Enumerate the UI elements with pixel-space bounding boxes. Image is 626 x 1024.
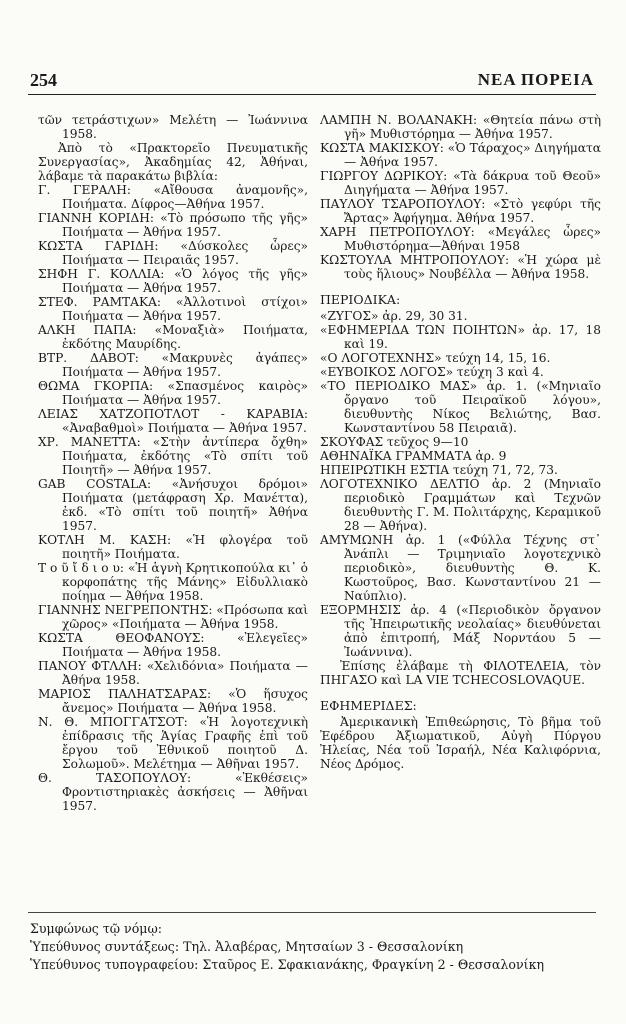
list-entry: ΚΩΣΤΑ ΘΕΟΦΑΝΟΥΣ: «Ἐλεγεῖες» Ποιήματα — Ἀθήνα 1958. <box>38 631 308 659</box>
list-entry: «ΕΥΒΟΙΚΟΣ ΛΟΓΟΣ» τεύχη 3 καὶ 4. <box>320 365 544 379</box>
header-rule <box>28 94 596 95</box>
footer-rule <box>28 912 596 913</box>
list-entry: «ΤΟ ΠΕΡΙΟΔΙΚΟ ΜΑΣ» ἀρ. 1. («Μηνιαῖο ὄργανο τοῦ Πειραϊκοῦ λόγου», διευθυντὴς Νίκος Βελιώτης, Βασ. Κωνσταντίνου 58 Πειραιᾶ). <box>320 379 601 435</box>
list-entry: ΚΩΣΤΑ ΓΑΡΙΔΗ: «Δύσκολες ὧρες» Ποιήματα — Πειραιᾶς 1957. <box>38 239 308 267</box>
list-entry: Ἀπὸ τὸ «Πρακτορεῖο Πνευματικῆς Συνεργασίας», Ἀκαδημίας 42, Ἀθήναι, λάβαμε τὰ παρακάτω βιβλία: <box>38 141 308 183</box>
list-entry: «ΕΦΗΜΕΡΙΔΑ ΤΩΝ ΠΟΙΗΤΩΝ» ἀρ. 17, 18 καὶ 19. <box>320 323 601 351</box>
list-entry: Ν. Θ. ΜΠΟΓΓΑΤΣΟΤ: «Ἡ λογοτεχνικὴ ἐπίδρασις τῆς Ἁγίας Γραφῆς ἐπὶ τοῦ ἔργου τοῦ Ἐθνικοῦ ποιητοῦ Δ. Σολωμοῦ». Μελέτημα — Ἀθῆναι 1957. <box>38 715 308 771</box>
list-entry: ΛΑΜΠΗ Ν. ΒΟΛΑΝΑΚΗ: «Θητεία πάνω στὴ γῆ» Μυθιστόρημα — Ἀθήνα 1957. <box>320 113 601 141</box>
list-entry: ΓΙΑΝΝΗ ΚΟΡΙΔΗ: «Τὸ πρόσωπο τῆς γῆς» Ποιήματα — Ἀθήνα 1957. <box>38 211 308 239</box>
footer-editor-line: Ὑπεύθυνος συντάξεως: Τηλ. Ἀλαβέρας, Μητσαίων 3 - Θεσσαλονίκη <box>30 939 464 954</box>
section-heading: ΠΕΡΙΟΔΙΚΑ: <box>320 292 401 307</box>
footer-legal-line: Συμφώνως τῷ νόμῳ: <box>30 921 162 936</box>
list-entry: ΓΙΑΝΝΗΣ ΝΕΓΡΕΠΟΝΤΗΣ: «Πρόσωπα καὶ χῶρος» «Ποιήματα — Ἀθήνα 1958. <box>38 603 308 631</box>
list-entry: ΒΤΡ. ΔΑΒΟΤ: «Μακρυνὲς ἀγάπες» Ποιήματα — Ἀθήνα 1957. <box>38 351 308 379</box>
list-entry: ΜΑΡΙΟΣ ΠΑΛΗΑΤΣΑΡΑΣ: «Ὁ ἥσυχος ἄνεμος» Ποιήματα — Ἀθήνα 1958. <box>38 687 308 715</box>
list-entry: ΑΘΗΝΑΪΚΑ ΓΡΑΜΜΑΤΑ ἀρ. 9 <box>320 449 507 463</box>
list-entry: «Ο ΛΟΓΟΤΕΧΝΗΣ» τεύχη 14, 15, 16. <box>320 351 551 365</box>
left-column <box>38 113 308 813</box>
page-number: 254 <box>30 70 57 90</box>
list-entry: ΚΟΤΛΗ Μ. ΚΑΣΗ: «Ἡ φλογέρα τοῦ ποιητῆ» Ποιήματα. <box>38 533 308 561</box>
list-entry: GAB COSTALA: «Ἀνήσυχοι δρόμοι» Ποιήματα (μετάφραση Χρ. Μανέττα), ἐκδ. «Τὸ σπίτι τοῦ ποιητῆ» Ἀθήνα 1957. <box>38 477 308 533</box>
list-entry: ΑΜΥΜΩΝΗ ἀρ. 1 («Φύλλα Τέχνης στ᾽ Ἀνάπλι — Τριμηνιαῖο λογοτεχνικὸ περιοδικὸ», διευθυντὴς Θ. Κ. Κωστοῦρος, Βασ. Κωνσταντίνου 21 — Ναύπλιο). <box>320 533 601 603</box>
list-entry: ΑΛΚΗ ΠΑΠΑ: «Μοναξιὰ» Ποιήματα, ἐκδότης Μαυρίδης. <box>38 323 308 351</box>
journal-title: ΝΕΑ ΠΟΡΕΙΑ <box>477 70 594 89</box>
list-entry: ΚΩΣΤΑ ΜΑΚΙΣΚΟΥ: «Ὁ Τάραχος» Διηγήματα — Ἀθήνα 1957. <box>320 141 601 169</box>
page-header <box>30 68 594 94</box>
list-entry: ΣΤΕΦ. ΡΑΜΤΑΚΑ: «Ἀλλοτινοὶ στίχοι» Ποιήματα — Ἀθήνα 1957. <box>38 295 308 323</box>
list-entry: ΧΡ. ΜΑΝΕΤΤΑ: «Στὴν ἀντίπερα ὄχθη» Ποιήματα, ἐκδότης «Τὸ σπίτι τοῦ Ποιητῆ» — Ἀθήνα 1957. <box>38 435 308 477</box>
list-entry: ΠΑΝΟΥ ΦΤΛΛΗ: «Χελιδόνια» Ποιήματα — Ἀθήνα 1958. <box>38 659 308 687</box>
list-entry: ΣΚΟΥΦΑΣ τεῦχος 9—10 <box>320 435 469 449</box>
list-entry: ΠΑΥΛΟΥ ΤΣΑΡΟΠΟΥΛΟΥ: «Στὸ γεφύρι τῆς Ἄρτας» Ἀφήγημα. Ἀθήνα 1957. <box>320 197 601 225</box>
list-entry: ΗΠΕΙΡΩΤΙΚΗ ΕΣΤΙΑ τεύχη 71, 72, 73. <box>320 463 558 477</box>
list-entry: ΓΙΩΡΓΟΥ ΔΩΡΙΚΟΥ: «Τὰ δάκρυα τοῦ Θεοῦ» Διηγήματα — Ἀθήνα 1957. <box>320 169 601 197</box>
list-entry: ΘΩΜΑ ΓΚΟΡΠΑ: «Σπασμένος καιρὸς» Ποιήματα — Ἀθήνα 1957. <box>38 379 308 407</box>
list-entry: Ἐπίσης ἐλάβαμε τὴ ΦΙΛΟΤΕΛΕΙΑ, τὸν ΠΗΓΑΣΟ καὶ LA VIE TCHECOSLOVAQUE. <box>320 659 601 687</box>
section-heading: ΕΦΗΜΕΡΙΔΕΣ: <box>320 698 417 713</box>
right-column <box>320 113 601 771</box>
list-entry: ΛΕΙΑΣ ΧΑΤΖΟΠΟΤΛΟΤ - ΚΑΡΑΒΙΑ: «Ἀναβαθμοὶ» Ποιήματα — Ἀθήνα 1957. <box>38 407 308 435</box>
list-entry: Γ. ΓΕΡΑΛΗ: «Αἴθουσα ἀναμονῆς», Ποιήματα. Δίφρος—Ἀθήνα 1957. <box>38 183 308 211</box>
list-entry: τῶν τετράστιχων» Μελέτη — Ἰωάννινα 1958. <box>38 113 308 141</box>
footer-printer-line: Ὑπεύθυνος τυπογραφείου: Σταῦρος Ε. Σφακιανάκης, Φραγκίνη 2 - Θεσσαλονίκη <box>30 957 545 972</box>
list-entry: Ἀμερικανικὴ Ἐπιθεώρησις, Τὸ βῆμα τοῦ Ἐφέδρου Ἀξιωματικοῦ, Αὐγὴ Πύργου Ἠλείας, Νέα τοῦ Ἰσραήλ, Νέα Καλιφόρνια, Νέος Δρόμος. <box>320 715 601 771</box>
list-entry: ΕΞΟΡΜΗΣΙΣ ἀρ. 4 («Περιοδικὸν ὄργανον τῆς Ἠπειρωτικῆς νεολαίας» διευθύνεται ἀπὸ ἐπιτροπή, Μάξ Νορντάου 5 — Ἰωάννινα). <box>320 603 601 659</box>
list-entry: Τ ο ῦ ἴ δ ι ο υ: «Ἡ ἁγνὴ Κρητικοπούλα κι᾽ ὁ κορφοπάτης τῆς Μάνης» Εἰδυλλιακὸ ποίημα — Ἀθήνα 1958. <box>38 561 308 603</box>
list-entry: ΚΩΣΤΟΥΛΑ ΜΗΤΡΟΠΟΥΛΟΥ: «Ἡ χώρα μὲ τοὺς ἥλιους» Νουβέλλα — Ἀθήνα 1958. <box>320 253 601 281</box>
list-entry: ΛΟΓΟΤΕΧΝΙΚΟ ΔΕΛΤΙΟ ἀρ. 2 (Μηνιαῖο περιοδικὸ Γραμμάτων καὶ Τεχνῶν διευθυντὴς Γ. Μ. Πολιτάρχης, Κεραμικοῦ 28 — Ἀθήνα). <box>320 477 601 533</box>
list-entry: «ΖΥΓΟΣ» ἀρ. 29, 30 31. <box>320 309 468 323</box>
list-entry: ΧΑΡΗ ΠΕΤΡΟΠΟΥΛΟΥ: «Μεγάλες ὧρες» Μυθιστόρημα—Ἀθήναι 1958 <box>320 225 601 253</box>
list-entry: ΣΗΦΗ Γ. ΚΟΛΛΙΑ: «Ὁ λόγος τῆς γῆς» Ποιήματα — Ἀθήνα 1957. <box>38 267 308 295</box>
footer <box>30 920 596 974</box>
list-entry: Θ. ΤΑΣΟΠΟΥΛΟΥ: «Ἐκθέσεις» Φροντιστηριακὲς ἀσκήσεις — Ἀθῆναι 1957. <box>38 771 308 813</box>
